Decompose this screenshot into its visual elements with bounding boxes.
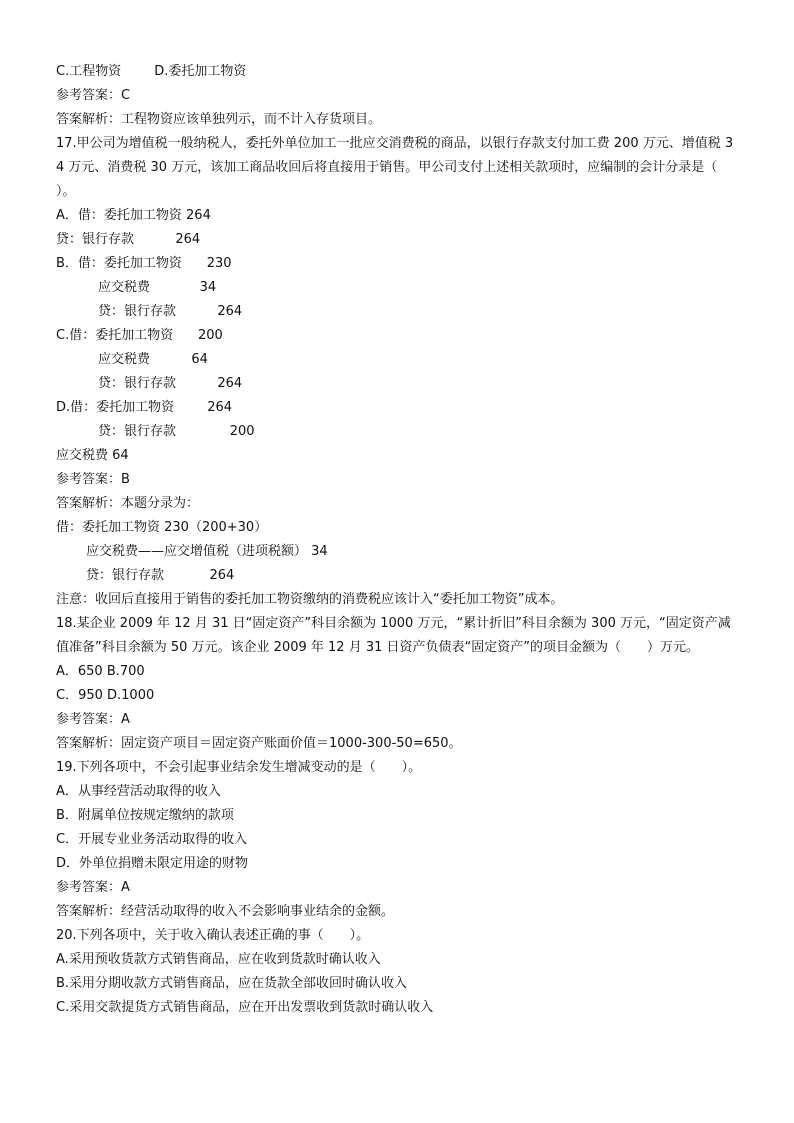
option-c: C.采用交款提货方式销售商品，应在开出发票收到货款时确认收入	[56, 1000, 434, 1015]
option-c: C．开展专业业务活动取得的收入	[56, 832, 248, 847]
note-line: 注意：收回后直接用于销售的委托加工物资缴纳的消费税应该计入“委托加工物资”成本。	[56, 592, 564, 607]
entry-credit: 贷：银行存款 264	[86, 568, 235, 583]
option-d-credit: 贷：银行存款 200	[98, 424, 255, 439]
option-d: D.借：委托加工物资 264	[56, 400, 233, 415]
answer-line: 参考答案：A	[56, 712, 130, 727]
option-b: B．附属单位按规定缴纳的款项	[56, 808, 234, 823]
question-18: 18.某企业 2009 年 12 月 31 日“固定资产”科目余额为 1000 万元，“累计折旧”科目余额为 300 万元，“固定资产减值准备”科目余额为 50 万元。该企业 2009 年 12 月 31 日资产负债表“固定资产”的项目金额为（ ）万元。	[56, 616, 731, 655]
option-c-tax: 应交税费 64	[98, 352, 208, 367]
explanation-line: 答案解析：固定资产项目＝固定资产账面价值＝1000-300-50=650。	[56, 736, 462, 751]
option-a: A．借：委托加工物资 264	[56, 208, 211, 223]
option-c: C.借：委托加工物资 200	[56, 328, 223, 343]
option-b: B．借：委托加工物资 230	[56, 256, 232, 271]
option-line: C.工程物资 D.委托加工物资	[56, 64, 247, 79]
option-a: A.采用预收货款方式销售商品，应在收到货款时确认收入	[56, 952, 381, 967]
question-19: 19.下列各项中，不会引起事业结余发生增减变动的是（ ）。	[56, 760, 422, 775]
explanation-line: 答案解析：本题分录为：	[56, 496, 200, 511]
option-b-tax: 应交税费 34	[98, 280, 217, 295]
option-c-credit: 贷：银行存款 264	[98, 376, 243, 391]
option-line: C．950 D.1000	[56, 688, 155, 703]
explanation-line: 答案解析：经营活动取得的收入不会影响事业结余的金额。	[56, 904, 395, 919]
option-b-credit: 贷：银行存款 264	[98, 304, 243, 319]
answer-line: 参考答案：B	[56, 472, 130, 487]
entry-tax: 应交税费——应交增值税（进项税额） 34	[86, 544, 328, 559]
option-d-tax: 应交税费 64	[56, 448, 129, 463]
explanation-line: 答案解析：工程物资应该单独列示，而不计入存货项目。	[56, 112, 382, 127]
option-a: A．从事经营活动取得的收入	[56, 784, 221, 799]
option-d: D．外单位捐赠未限定用途的财物	[56, 856, 249, 871]
question-20: 20.下列各项中，关于收入确认表述正确的事（ ）。	[56, 928, 370, 943]
question-17: 17.甲公司为增值税一般纳税人，委托外单位加工一批应交消费税的商品，以银行存款支付加工费 200 万元、增值税 34 万元、消费税 30 万元，该加工商品收回后将直接用于销售。甲公司支付上述相关款项时，应编制的会计分录是（ ）。	[56, 136, 744, 199]
option-a-credit: 贷：银行存款 264	[56, 232, 201, 247]
entry-debit: 借：委托加工物资 230（200+30）	[56, 520, 268, 535]
answer-line: 参考答案：A	[56, 880, 130, 895]
answer-line: 参考答案：C	[56, 88, 131, 103]
option-b: B.采用分期收款方式销售商品，应在货款全部收回时确认收入	[56, 976, 408, 991]
option-line: A．650 B.700	[56, 664, 145, 679]
